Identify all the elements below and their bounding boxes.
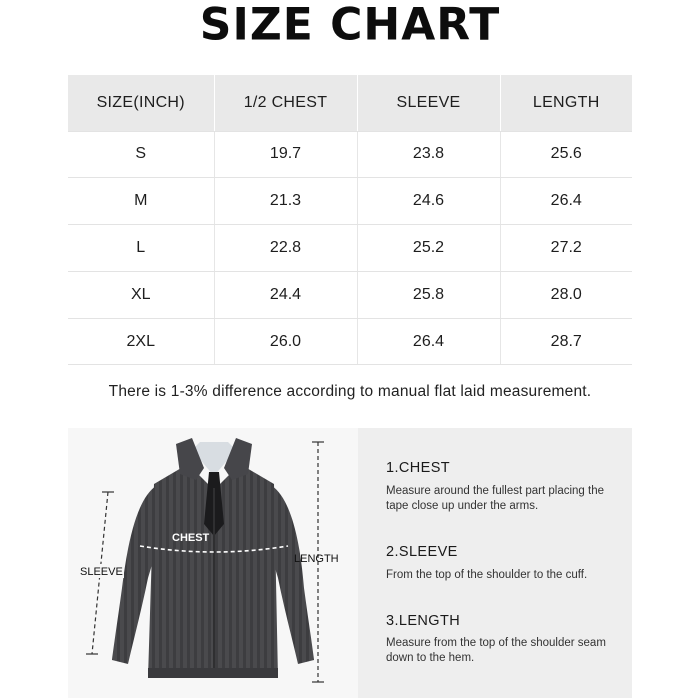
measurement-note: There is 1-3% difference according to manual flat laid measurement. [108, 383, 592, 400]
sweater-diagram [68, 428, 358, 698]
length-cell: 26.4 [500, 178, 632, 225]
header-chest: 1/2 CHEST [214, 75, 357, 131]
sleeve-cell: 26.4 [357, 318, 500, 365]
sleeve-cell: 25.2 [357, 225, 500, 272]
measurement-guide [68, 428, 632, 698]
chest-cell: 22.8 [214, 225, 357, 272]
chest-cell: 26.0 [214, 318, 357, 365]
sleeve-label: SLEEVE [80, 566, 123, 578]
length-cell: 27.2 [500, 225, 632, 272]
size-cell: XL [68, 271, 214, 318]
sleeve-cell: 25.8 [357, 271, 500, 318]
size-cell: S [68, 131, 214, 178]
measurement-instructions [358, 428, 632, 698]
table-header-row [68, 75, 632, 131]
table-row [68, 225, 632, 272]
sleeve-cell: 23.8 [357, 131, 500, 178]
header-length: LENGTH [500, 75, 632, 131]
instruction-heading-length: 3.LENGTH [386, 613, 461, 629]
page-title: SIZE CHART [199, 0, 501, 51]
length-cell: 25.6 [500, 131, 632, 178]
size-table [68, 75, 632, 365]
size-cell: 2XL [68, 318, 214, 365]
chest-label: CHEST [172, 532, 210, 544]
table-row [68, 318, 632, 365]
chest-cell: 21.3 [214, 178, 357, 225]
size-cell: M [68, 178, 214, 225]
length-label: LENGTH [294, 553, 339, 565]
length-cell: 28.7 [500, 318, 632, 365]
header-size: SIZE(INCH) [68, 75, 214, 131]
instruction-heading-sleeve: 2.SLEEVE [386, 544, 458, 560]
sweater-illustration [68, 428, 358, 698]
instruction-heading-chest: 1.CHEST [386, 460, 451, 476]
instruction-text-length: Measure from the top of the shoulder seam down to the hem. [386, 637, 606, 664]
size-cell: L [68, 225, 214, 272]
header-sleeve: SLEEVE [357, 75, 500, 131]
table-row [68, 271, 632, 318]
instruction-text-chest: Measure around the fullest part placing the tape close up under the arms. [386, 485, 604, 512]
instruction-text-sleeve: From the top of the shoulder to the cuff. [386, 569, 588, 581]
chest-cell: 19.7 [214, 131, 357, 178]
table-row [68, 178, 632, 225]
table-row [68, 131, 632, 178]
hem [148, 668, 278, 678]
sleeve-cell: 24.6 [357, 178, 500, 225]
length-cell: 28.0 [500, 271, 632, 318]
chest-cell: 24.4 [214, 271, 357, 318]
